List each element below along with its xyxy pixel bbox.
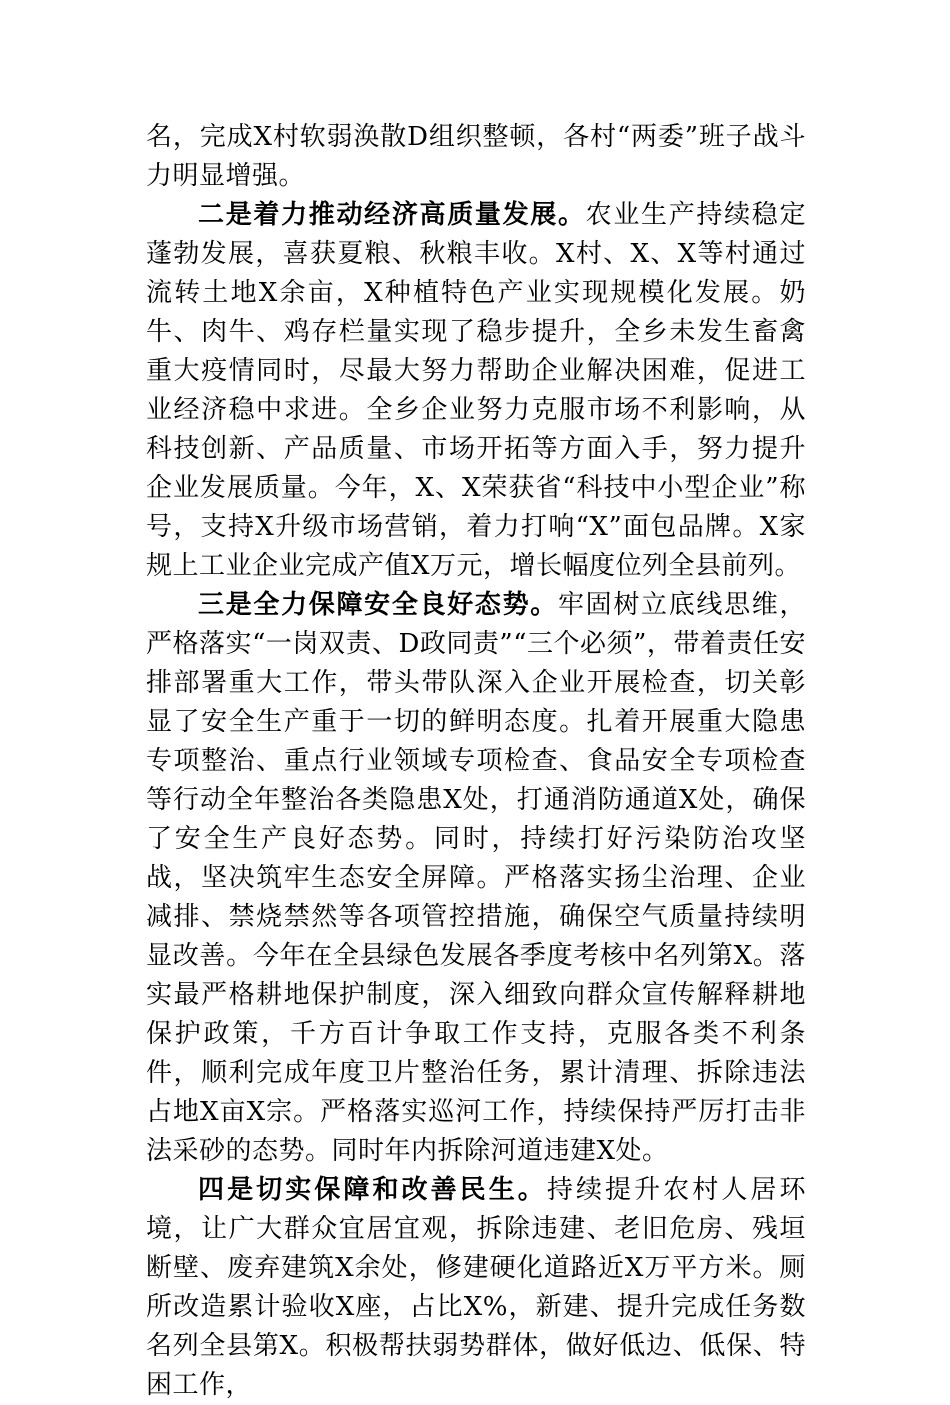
paragraph-body: 持续提升农村人居环境，让广大群众宜居宜观，拆除违建、老旧危房、残垣断壁、废弃建筑X余处，修建硬化道路近X万平方米。厕所改造累计验收X座，占比X%，新建、提升完成任务数名列全县第X。积极帮扶弱势群体，做好低边、低保、特困工作， — [146, 1175, 806, 1400]
paragraph-heading: 四是切实保障和改善民生。 — [198, 1175, 547, 1205]
paragraph-continuation — [146, 118, 806, 196]
paragraph-livelihood — [146, 1171, 806, 1405]
paragraph-body: 牢固树立底线思维，严格落实“一岗双责、D政同责”“三个必须”，带着责任安排部署重大工作，带头带队深入企业开展检查，切关彰显了安全生产重于一切的鲜明态度。扎着开展重大隐患专项整治、重点行业领域专项检查、食品安全专项检查等行动全年整治各类隐患X处，打通消防通道X处，确保了安全生产良好态势。同时，持续打好污染防治攻坚战，坚决筑牢生态安全屏障。严格落实扬尘治理、企业减排、禁烧禁然等各项管控措施，确保空气质量持续明显改善。今年在全县绿色发展各季度考核中名列第X。落实最严格耕地保护制度，深入细致向群众宣传解释耕地保护政策，千方百计争取工作支持，克服各类不利条件，顺利完成年度卫片整治任务，累计清理、拆除违法占地X亩X宗。严格落实巡河工作，持续保持严厉打击非法采砂的态势。同时年内拆除河道违建X处。 — [146, 590, 806, 1166]
paragraph-body: 农业生产持续稳定蓬勃发展，喜获夏粮、秋粮丰收。X村、X、X等村通过流转土地X余亩，X种植特色产业实现规模化发展。奶牛、肉牛、鸡存栏量实现了稳步提升，全乡未发生畜禽重大疫情同时，尽最大努力帮助企业解决困难，促进工业经济稳中求进。全乡企业努力克服市场不利影响，从科技创新、产品质量、市场开拓等方面入手，努力提升企业发展质量。今年，X、X荣获省“科技中小型企业”称号，支持X升级市场营销，着力打响“X”面包品牌。X家规上工业企业完成产值X万元，增长幅度位列全县前列。 — [146, 200, 806, 581]
paragraph-heading: 二是着力推动经济高质量发展。 — [198, 200, 586, 230]
paragraph-safety — [146, 586, 806, 1171]
paragraph-heading: 三是全力保障安全良好态势。 — [198, 590, 558, 620]
document-body — [146, 118, 806, 1405]
paragraph-economy — [146, 196, 806, 586]
paragraph-body: 名，完成X村软弱涣散D组织整顿，各村“两委”班子战斗力明显增强。 — [146, 122, 806, 191]
